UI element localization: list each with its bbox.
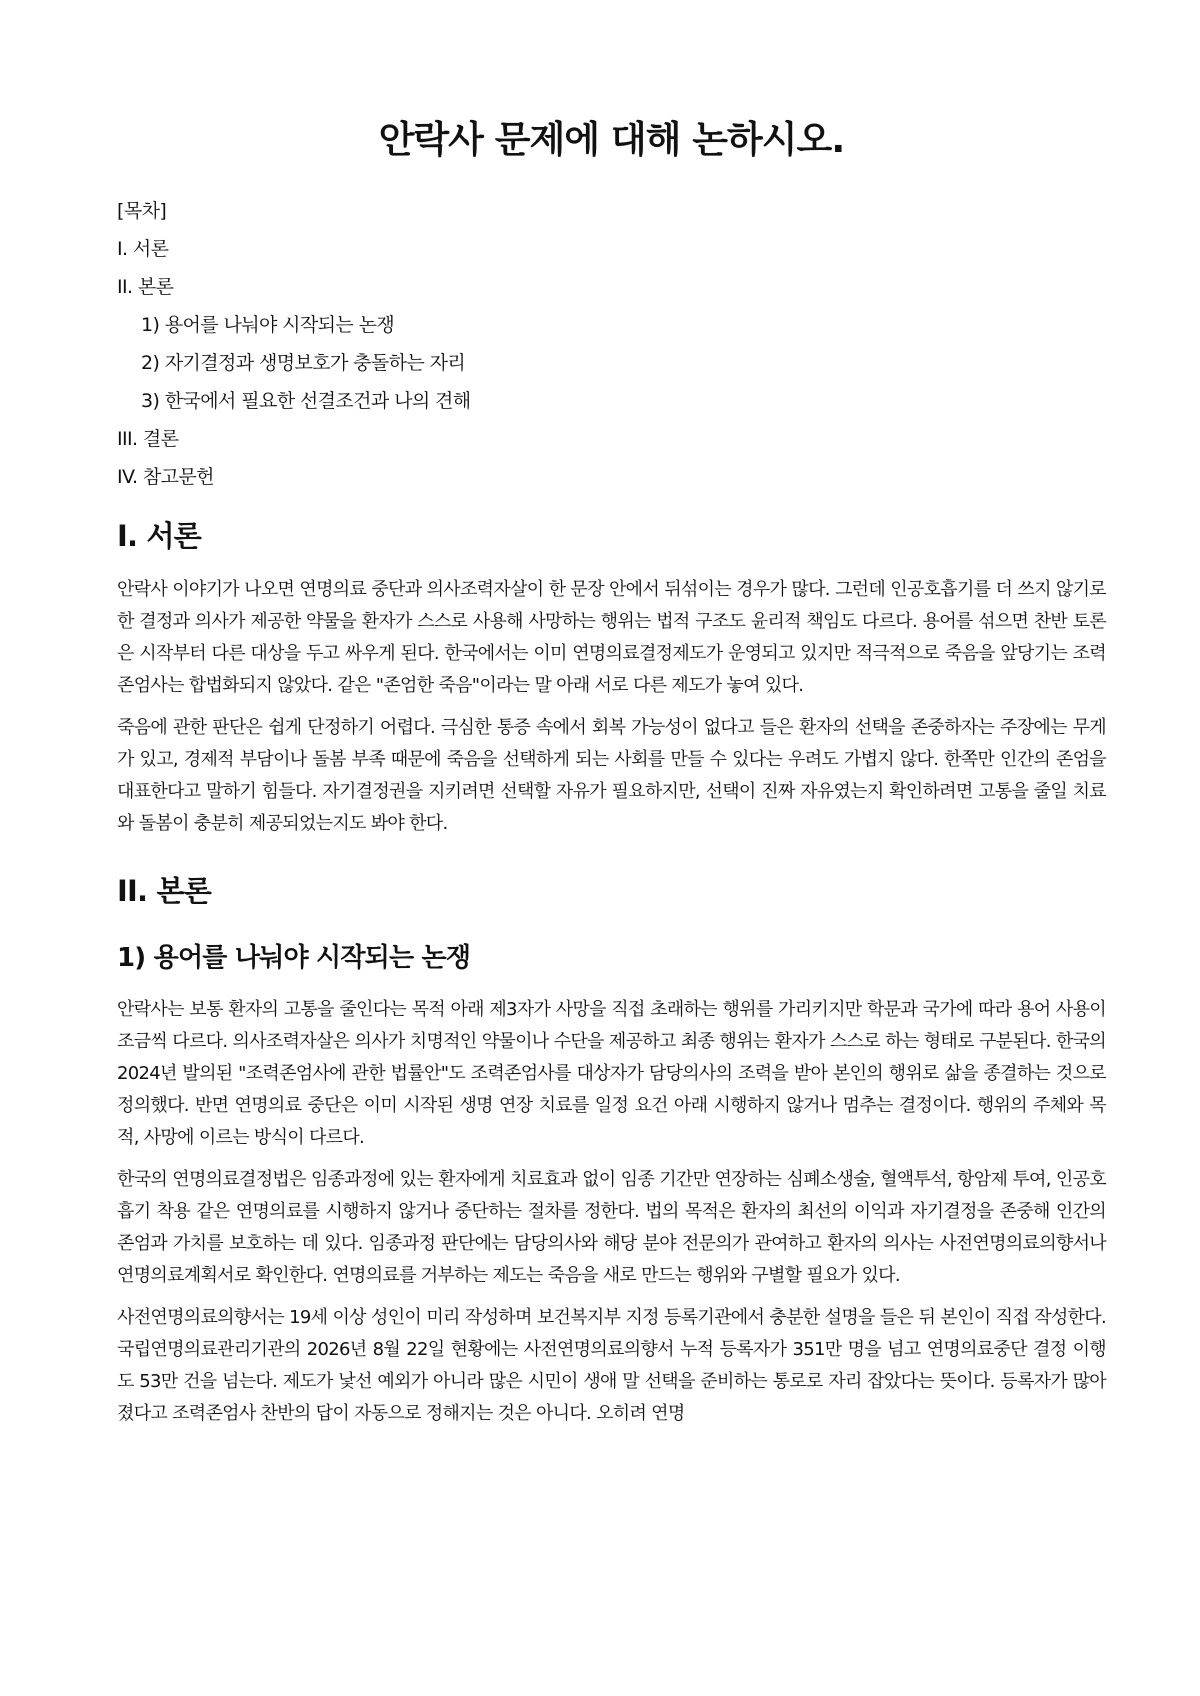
toc-item-conclusion: III. 결론 — [117, 428, 179, 451]
paragraph: 안락사는 보통 환자의 고통을 줄인다는 목적 아래 제3자가 사망을 직접 초래하는 행위를 가리키지만 학문과 국가에 따라 용어 사용이 조금씩 다르다. 의사조력자살은 의사가 치명적인 약물이나 수단을 제공하고 최종 행위는 환자가 스스로 하는 형태로 구분된다. 한국의 2024년 발의된 "조력존엄사에 관한 법률안"도 조력존엄사를 대상자가 담당의사의 조력을 받아 본인의 행위로 삶을 종결하는 것으로 정의했다. 반면 연명의료 중단은 이미 시작된 생명 연장 치료를 일정 요건 아래 시행하지 않거나 멈추는 결정이다. 행위의 주체와 목적, 사망에 이르는 방식이 다르다. — [117, 999, 1106, 1149]
section-introduction — [117, 519, 1106, 840]
section-body — [117, 874, 1106, 1430]
table-of-contents — [117, 199, 1106, 489]
toc-item-body-sub2: 2) 자기결정과 생명보호가 충돌하는 자리 — [141, 352, 466, 375]
section-heading-body: II. 본론 — [117, 874, 211, 909]
paragraph: 한국의 연명의료결정법은 임종과정에 있는 환자에게 치료효과 없이 임종 기간만 연장하는 심폐소생술, 혈액투석, 항암제 투여, 인공호흡기 착용 같은 연명의료를 시행하지 않거나 중단하는 절차를 정한다. 법의 목적은 환자의 최선의 이익과 자기결정을 존중해 인간의 존엄과 가치를 보호하는 데 있다. 임종과정 판단에는 담당의사와 해당 분야 전문의가 관여하고 환자의 의사는 사전연명의료의향서나 연명의료계획서로 확인한다. 연명의료를 거부하는 제도는 죽음을 새로 만드는 행위와 구별할 필요가 있다. — [117, 1169, 1106, 1287]
toc-item-body: II. 본론 — [117, 276, 174, 299]
subsection-terminology — [117, 943, 1106, 1430]
subsection-heading: 1) 용어를 나눠야 시작되는 논쟁 — [117, 942, 471, 973]
toc-label: [목차] — [117, 200, 167, 223]
section-heading-introduction: I. 서론 — [117, 519, 201, 554]
document-title: 안락사 문제에 대해 논하시오. — [378, 118, 845, 161]
paragraph: 죽음에 관한 판단은 쉽게 단정하기 어렵다. 극심한 통증 속에서 회복 가능성이 없다고 들은 환자의 선택을 존중하자는 주장에는 무게가 있고, 경제적 부담이나 돌봄 부족 때문에 죽음을 선택하게 되는 사회를 만들 수 있다는 우려도 가볍지 않다. 한쪽만 인간의 존엄을 대표한다고 말하기 힘들다. 자기결정권을 지키려면 선택할 자유가 필요하지만, 선택이 진짜 자유였는지 확인하려면 고통을 줄일 치료와 돌봄이 충분히 제공되었는지도 봐야 한다. — [117, 717, 1106, 835]
paragraph: 사전연명의료의향서는 19세 이상 성인이 미리 작성하며 보건복지부 지정 등록기관에서 충분한 설명을 들은 뒤 본인이 직접 작성한다. 국립연명의료관리기관의 2026년 8월 22일 현황에는 사전연명의료의향서 누적 등록자가 351만 명을 넘고 연명의료중단 결정 이행도 53만 건을 넘는다. 제도가 낯선 예외가 아니라 많은 시민이 생애 말 선택을 준비하는 통로로 자리 잡았다는 뜻이다. 등록자가 많아졌다고 조력존엄사 찬반의 답이 자동으로 정해지는 것은 아니다. 오히려 연명 — [117, 1307, 1106, 1425]
toc-item-references: IV. 참고문헌 — [117, 466, 214, 489]
toc-item-introduction: I. 서론 — [117, 238, 169, 261]
paragraph: 안락사 이야기가 나오면 연명의료 중단과 의사조력자살이 한 문장 안에서 뒤섞이는 경우가 많다. 그런데 인공호흡기를 더 쓰지 않기로 한 결정과 의사가 제공한 약물을 환자가 스스로 사용해 사망하는 행위는 법적 구조도 윤리적 책임도 다르다. 용어를 섞으면 찬반 토론은 시작부터 다른 대상을 두고 싸우게 된다. 한국에서는 이미 연명의료결정제도가 운영되고 있지만 적극적으로 죽음을 앞당기는 조력존엄사는 합법화되지 않았다. 같은 "존엄한 죽음"이라는 말 아래 서로 다른 제도가 놓여 있다. — [117, 579, 1106, 697]
toc-item-body-sub3: 3) 한국에서 필요한 선결조건과 나의 견해 — [141, 390, 471, 413]
toc-item-body-sub1: 1) 용어를 나눠야 시작되는 논쟁 — [141, 314, 395, 337]
